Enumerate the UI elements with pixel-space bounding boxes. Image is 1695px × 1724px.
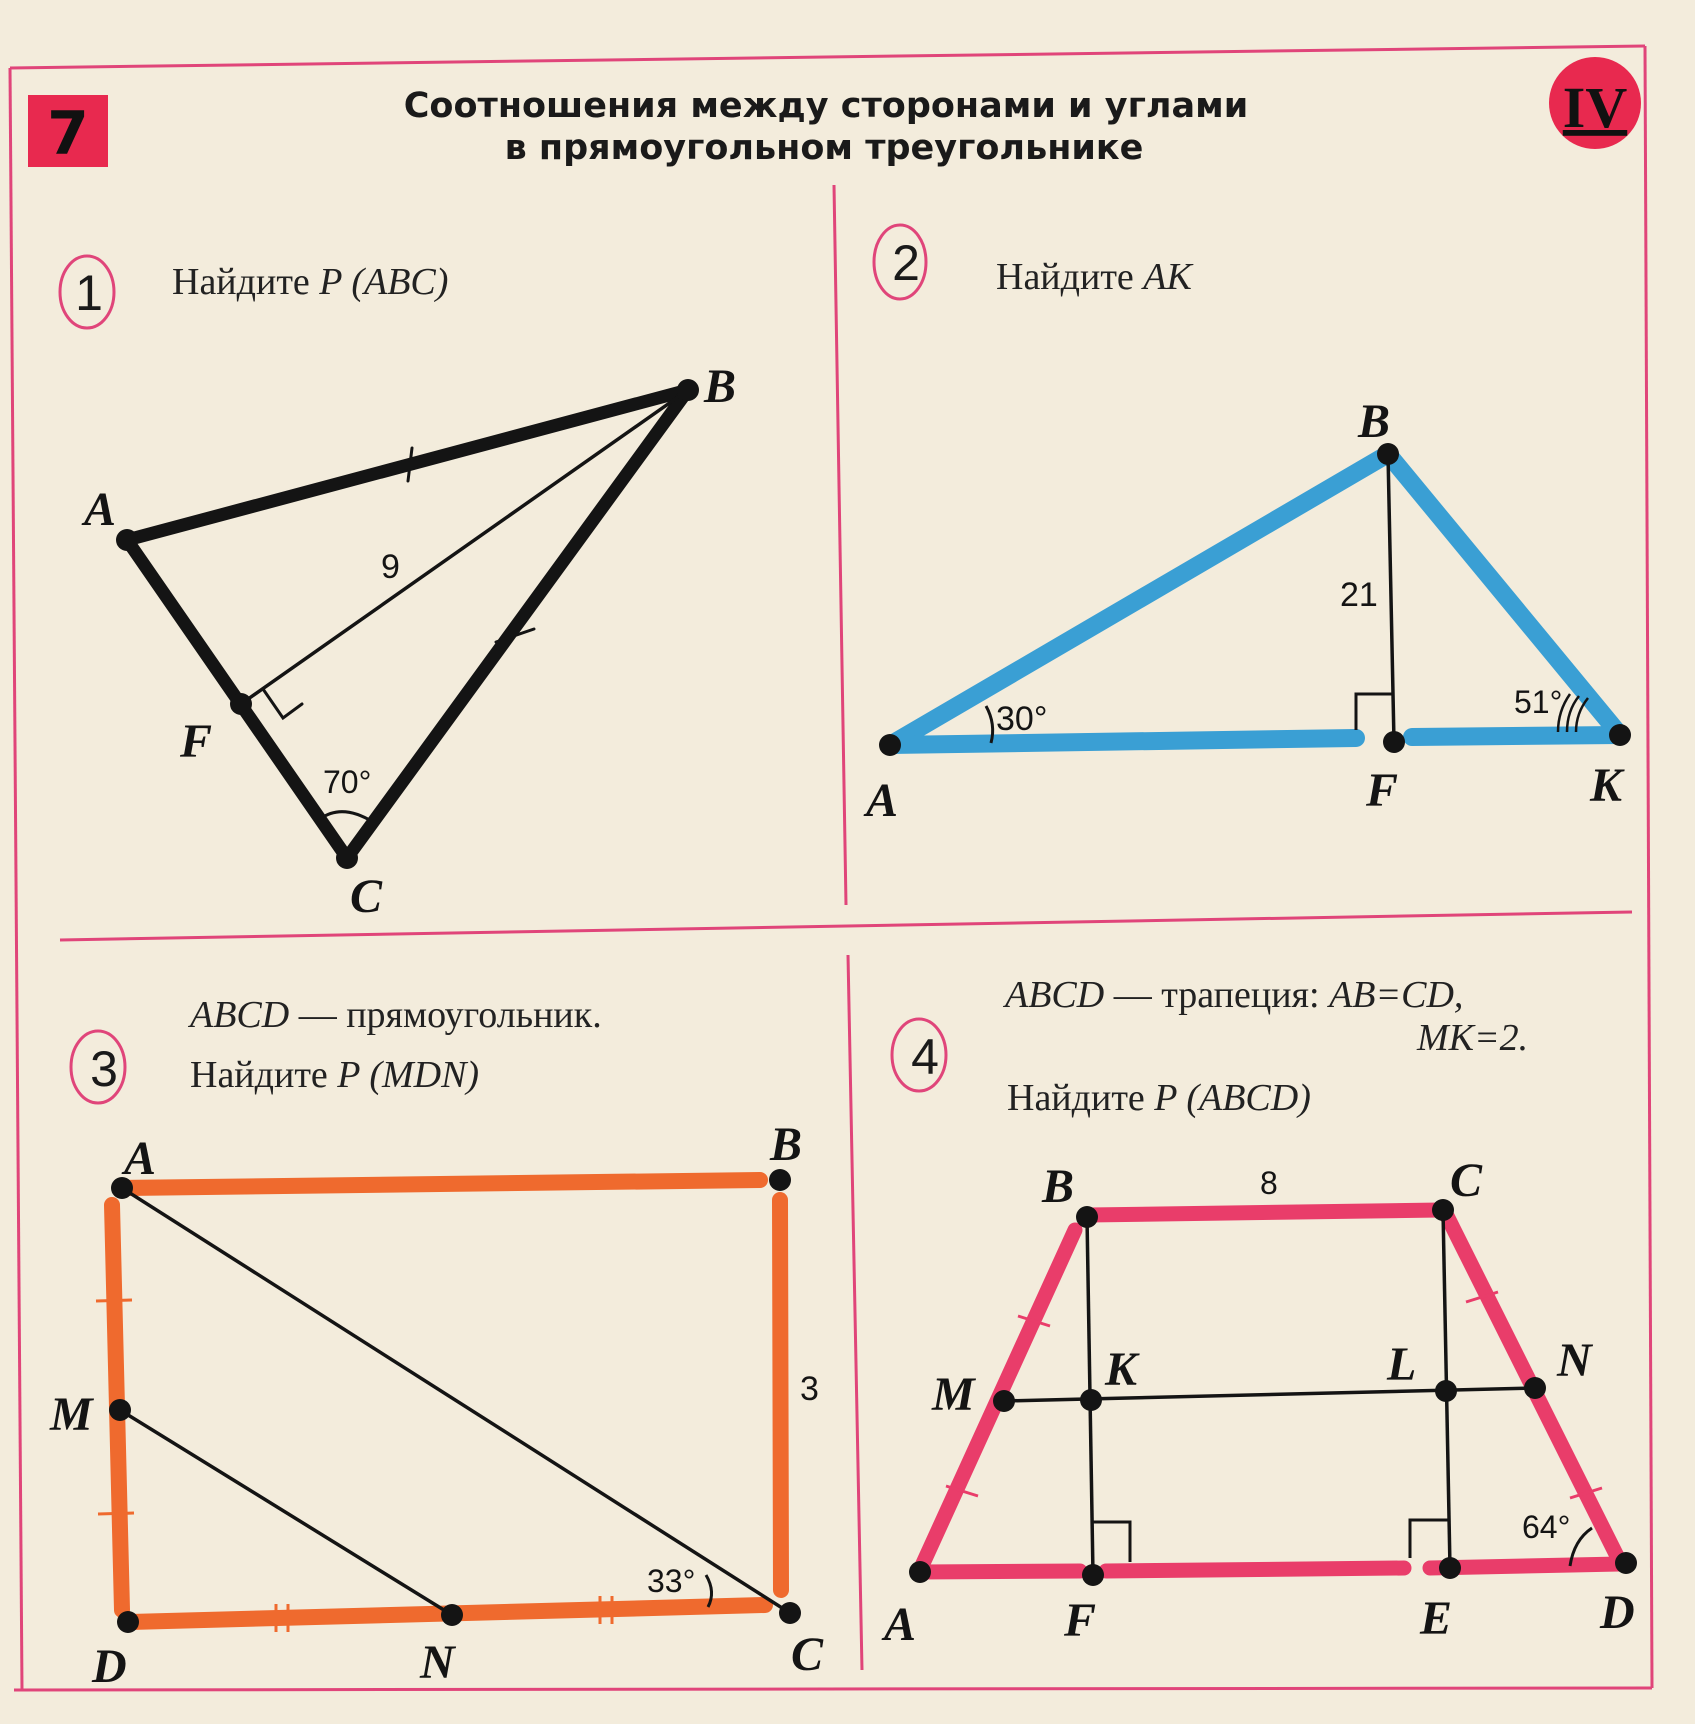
statement-rest: — трапеция: (1104, 974, 1330, 1016)
altitude-bf (1388, 454, 1394, 742)
point-b (1076, 1206, 1098, 1228)
label-a: A (84, 483, 117, 536)
header (28, 57, 1641, 169)
task-expr: P (MDN) (337, 1054, 480, 1096)
side-bc (1088, 1210, 1440, 1215)
angle-label: 33° (647, 1563, 696, 1599)
task-text (1007, 1077, 1311, 1119)
label-b: B (770, 1118, 803, 1171)
point-a (116, 529, 138, 551)
label-n: N (420, 1636, 455, 1689)
side-ak-left (890, 738, 1356, 745)
right-angle-mark (263, 689, 302, 718)
diagonal-ac (122, 1188, 790, 1613)
label-a: A (124, 1132, 157, 1185)
label-d: D (92, 1640, 127, 1693)
point-m (993, 1390, 1015, 1412)
angle-label: 64° (1522, 1509, 1571, 1545)
side-bc (347, 390, 688, 858)
title-line-2: в прямоугольном треугольнике (504, 128, 1144, 168)
point-a (909, 1561, 931, 1583)
point-c (779, 1602, 801, 1624)
vertical-divider-bottom (848, 955, 862, 1670)
problem-number: 3 (90, 1041, 118, 1097)
point-c (336, 847, 358, 869)
triangle-abc (127, 390, 688, 858)
task-prefix: Найдите (190, 1054, 338, 1096)
point-k (1080, 1389, 1102, 1411)
statement-expr: ABCD (190, 994, 290, 1036)
point-n (441, 1604, 463, 1626)
task-expr: P (ABCD) (1154, 1077, 1311, 1119)
altitude-bf (241, 390, 688, 704)
point-l (1435, 1380, 1457, 1402)
label-k: K (1105, 1343, 1138, 1396)
statement-expr: ABCD (1005, 974, 1105, 1016)
label-a: A (866, 774, 899, 827)
roman-numeral: IV (1562, 75, 1628, 140)
task-expr: AK (1143, 256, 1192, 298)
point-a (879, 734, 901, 756)
point-n (1524, 1377, 1546, 1399)
label-b: B (704, 360, 737, 413)
right-angle-mark (1356, 694, 1394, 730)
task-prefix: Найдите (1007, 1077, 1155, 1119)
label-n: N (1557, 1334, 1592, 1387)
label-b: B (1358, 395, 1391, 448)
angle-k-label: 51° (1514, 684, 1563, 720)
segment-mn (120, 1410, 452, 1615)
label-m: M (932, 1368, 975, 1421)
point-e (1439, 1557, 1461, 1579)
side-bk (1388, 454, 1620, 735)
side-ab (890, 454, 1388, 745)
tick-ab (408, 448, 412, 481)
construction-3 (120, 1188, 790, 1615)
statement-text (187, 994, 602, 1036)
side-label: 9 (381, 548, 400, 586)
label-f: F (1064, 1594, 1097, 1647)
label-f: F (1366, 764, 1399, 817)
problem-number: 1 (75, 265, 103, 321)
tick-md (98, 1513, 134, 1514)
task-expr: P (ABC) (319, 261, 449, 303)
side-ab (127, 390, 688, 540)
label-k: K (1590, 759, 1623, 812)
condition-1: AB=CD, (1329, 974, 1464, 1016)
problem-number: 2 (892, 235, 920, 291)
point-f (1383, 731, 1405, 753)
side-ad-1 (920, 1571, 1080, 1572)
task-text (190, 1054, 479, 1096)
point-f (1082, 1564, 1104, 1586)
side-label: 3 (800, 1370, 819, 1408)
statement-rest: — прямоугольник. (289, 994, 602, 1036)
label-e: E (1420, 1592, 1453, 1645)
point-m (109, 1399, 131, 1421)
point-k (1609, 724, 1631, 746)
right-angle-mark-e (1410, 1520, 1448, 1558)
horizontal-divider (60, 912, 1632, 940)
label-b: B (1042, 1160, 1075, 1213)
trapezoid-abcd (920, 1210, 1620, 1572)
problem-3 (49, 994, 824, 1693)
label-m: M (50, 1388, 93, 1441)
side-ak-right (1412, 735, 1620, 737)
side-ab (122, 1180, 760, 1188)
problem-1 (60, 256, 736, 923)
problem-4 (881, 974, 1637, 1651)
side-bc (780, 1200, 781, 1590)
label-a: A (884, 1598, 917, 1651)
angle-label: 70° (323, 764, 372, 800)
label-c: C (791, 1628, 824, 1681)
side-label: 8 (1260, 1165, 1278, 1201)
side-label: 21 (1340, 576, 1378, 614)
tick-marks (96, 1300, 612, 1632)
angle-a-label: 30° (996, 700, 1048, 738)
task-text (996, 256, 1194, 298)
problem-2 (863, 225, 1631, 827)
point-d (1615, 1552, 1637, 1574)
title-line-1: Соотношения между сторонами и углами (403, 86, 1249, 126)
task-text (172, 261, 448, 303)
condition-2: MK=2. (1417, 1017, 1529, 1059)
label-c: C (1450, 1154, 1483, 1207)
label-l: L (1387, 1338, 1417, 1391)
right-angle-mark-f (1093, 1522, 1130, 1562)
point-f (230, 693, 252, 715)
tick-am (96, 1300, 132, 1301)
problem-number: 4 (911, 1029, 939, 1085)
label-c: C (350, 870, 383, 923)
point-d (117, 1611, 139, 1633)
chapter-number: 7 (47, 99, 89, 169)
point-b (769, 1169, 791, 1191)
label-f: F (180, 715, 213, 768)
task-prefix: Найдите (996, 256, 1144, 298)
points (116, 379, 699, 869)
label-d: D (1600, 1586, 1635, 1639)
point-b (677, 379, 699, 401)
statement-text (1002, 974, 1463, 1016)
side-ad-2 (1106, 1568, 1404, 1571)
vertical-divider-top (834, 185, 846, 905)
task-prefix: Найдите (172, 261, 320, 303)
